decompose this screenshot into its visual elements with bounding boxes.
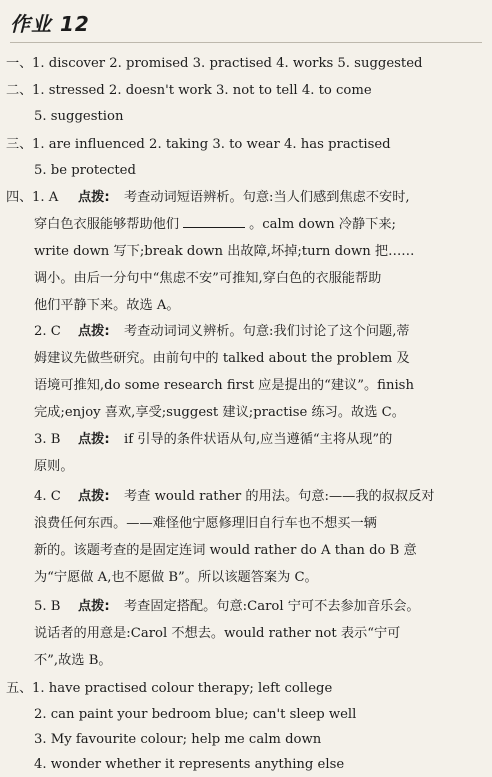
section-1-marker: 一、 (6, 56, 33, 71)
q2-text-4: 完成;enjoy 喜欢,享受;suggest 建议;practise 练习。故选 C。 (34, 405, 405, 420)
q4-keyword: 点拨: (78, 489, 110, 504)
q1-text-3: write down 写下;break down 出故障,坏掉;turn down 把…… (34, 244, 415, 259)
section-2-marker: 二、 (6, 83, 33, 98)
section-5-answer-4: 4. wonder whether it represents anything else (34, 757, 345, 772)
q3-number: 3. B (34, 432, 61, 447)
q5-text-3: 不”,故选 B。 (34, 653, 112, 668)
q4-text-4: 为“宁愿做 A,也不愿做 B”。所以该题答案为 C。 (34, 570, 318, 585)
section-3-marker: 三、 (6, 137, 33, 152)
q1-text-1: 考查动词短语辨析。句意:当人们感到焦虑不安时, (124, 190, 410, 205)
q5-keyword: 点拨: (78, 599, 110, 614)
q1-text-4: 调小。由后一分句中“焦虑不安”可推知,穿白色的衣服能帮助 (34, 271, 382, 286)
section-4-marker: 四、 (6, 190, 33, 205)
q3-text-1: if 引导的条件状语从句,应当遵循“主将从现”的 (124, 432, 393, 447)
section-4-q1-line-2 (34, 216, 396, 234)
q1-keyword: 点拨: (78, 190, 110, 205)
section-3-answers-2: 5. be protected (34, 163, 136, 178)
q4-number: 4. C (34, 489, 61, 504)
q5-text-1: 考查固定搭配。句意:Carol 宁可不去参加音乐会。 (124, 599, 420, 614)
q4-text-3: 新的。该题考查的是固定连词 would rather do A than do B 意 (34, 543, 417, 558)
q3-keyword: 点拨: (78, 432, 110, 447)
q4-text-2: 浪费任何东西。——难怪他宁愿修理旧自行车也不想买一辆 (34, 516, 377, 531)
q4-text-1: 考查 would rather 的用法。句意:——我的叔叔反对 (124, 489, 435, 504)
q1-answer-blank (183, 227, 245, 228)
q2-text-1: 考查动词词义辨析。句意:我们讨论了这个问题,蒂 (124, 324, 410, 339)
q2-keyword: 点拨: (78, 324, 110, 339)
section-5-answer-3: 3. My favourite colour; help me calm down (34, 732, 322, 747)
q1-number: 1. A (32, 190, 59, 205)
q3-text-2: 原则。 (34, 459, 74, 474)
q5-number: 5. B (34, 599, 61, 614)
page-title-text: 作业 12 (10, 12, 90, 36)
q1-text-2b: 。calm down 冷静下来; (249, 217, 396, 232)
section-1-answers: 1. discover 2. promised 3. practised 4. works 5. suggested (32, 56, 423, 71)
q2-text-2: 姆建议先做些研究。由前句中的 talked about the problem 及 (34, 351, 410, 366)
title-divider (10, 42, 482, 43)
page-title (10, 8, 90, 37)
section-2-answers-1: 1. stressed 2. doesn't work 3. not to tell 4. to come (32, 83, 372, 98)
section-2-answers-2: 5. suggestion (34, 109, 124, 124)
section-5-marker: 五、 (6, 681, 33, 696)
section-5-answer-1: 1. have practised colour therapy; left college (32, 681, 333, 696)
q2-text-3: 语境可推知,do some research first 应是提出的“建议”。finish (34, 378, 414, 393)
q1-text-5: 他们平静下来。故选 A。 (34, 298, 180, 313)
q1-text-2a: 穿白色衣服能够帮助他们 (34, 217, 180, 232)
section-5-answer-2: 2. can paint your bedroom blue; can't sleep well (34, 707, 357, 722)
q5-text-2: 说话者的用意是:Carol 不想去。would rather not 表示“宁可 (34, 626, 401, 641)
section-3-answers-1: 1. are influenced 2. taking 3. to wear 4. has practised (32, 137, 391, 152)
q2-number: 2. C (34, 324, 61, 339)
